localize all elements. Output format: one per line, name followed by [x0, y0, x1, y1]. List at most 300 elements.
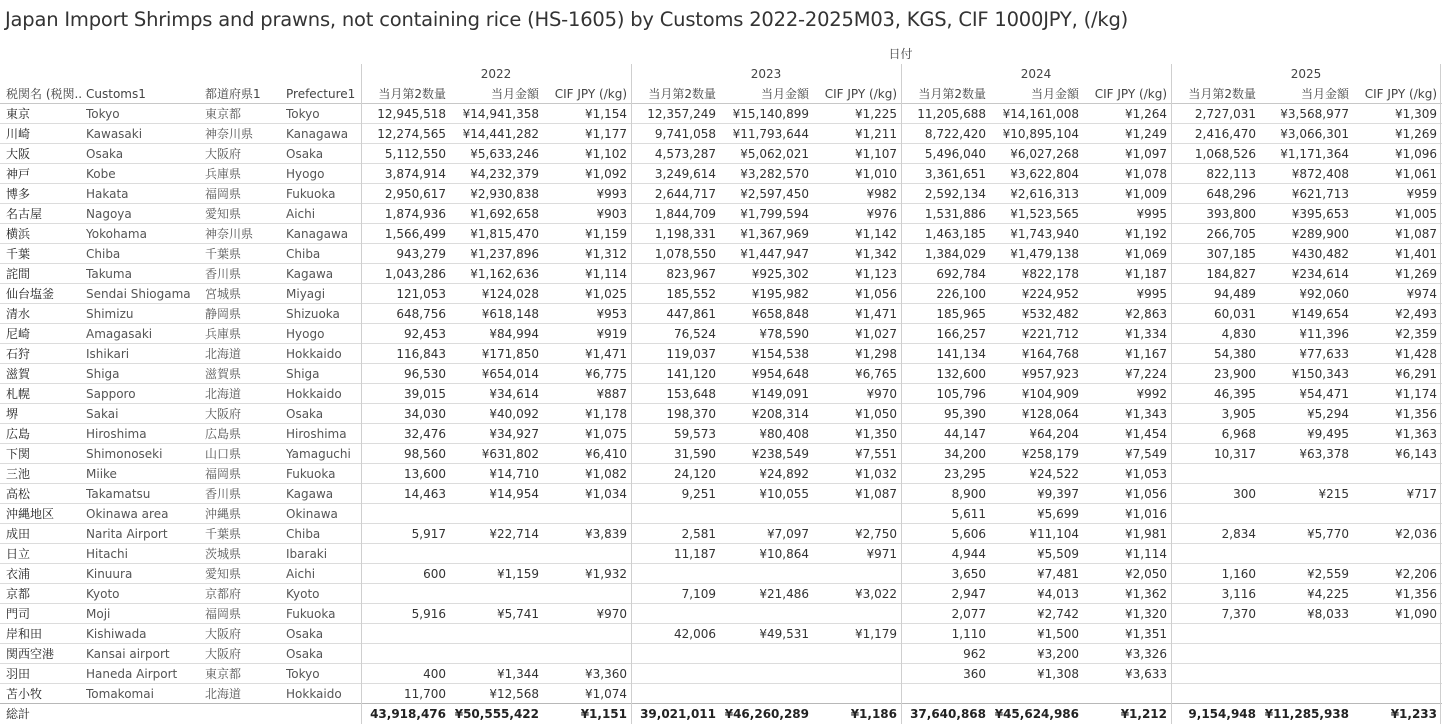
row-label: 福岡県 — [205, 187, 242, 201]
table-cell — [1168, 664, 1256, 684]
table-cell: 12,357,249 — [647, 107, 716, 121]
year-header: 2025 — [1290, 67, 1322, 81]
year-header: 2022 — [480, 67, 512, 81]
table-cell: ¥1,074 — [585, 687, 627, 701]
table-cell: ¥6,291 — [1395, 367, 1437, 381]
table-cell: ¥1,211 — [855, 127, 897, 141]
table-cell: 7,109 — [681, 587, 716, 601]
table-cell: ¥1,179 — [855, 627, 897, 641]
table-cell: ¥92,060 — [1299, 287, 1349, 301]
table-cell: ¥1,025 — [585, 287, 627, 301]
row-label: Osaka — [286, 147, 324, 161]
table-cell — [717, 504, 809, 524]
row-label: Kagawa — [286, 267, 334, 281]
table-cell: ¥11,793,644 — [732, 127, 809, 141]
table-cell: 3,116 — [1221, 587, 1256, 601]
table-cell — [811, 604, 897, 624]
table-cell: 39,015 — [404, 387, 446, 401]
row-label: 大阪府 — [205, 147, 242, 161]
row-label: Okinawa area — [86, 507, 169, 521]
table-cell: 32,476 — [404, 427, 446, 441]
row-label: 沖縄地区 — [6, 507, 55, 521]
table-cell: ¥1,050 — [855, 407, 897, 421]
table-cell: 96,530 — [404, 367, 446, 381]
row-label: Tomakomai — [86, 687, 154, 701]
table-cell: ¥1,692,658 — [470, 207, 539, 221]
table-cell: ¥208,314 — [751, 407, 809, 421]
row-label: 高松 — [6, 487, 31, 501]
table-cell: ¥1,016 — [1125, 507, 1167, 521]
row-label: 千葉県 — [205, 527, 242, 541]
row-label: Narita Airport — [86, 527, 168, 541]
table-cell: ¥6,765 — [855, 367, 897, 381]
table-cell: ¥3,022 — [855, 587, 897, 601]
table-cell: ¥658,848 — [751, 307, 809, 321]
table-cell: ¥15,140,899 — [732, 107, 809, 121]
table-cell: ¥1,249 — [1125, 127, 1167, 141]
row-label: 東京 — [6, 107, 31, 121]
table-cell: ¥10,055 — [759, 487, 809, 501]
table-cell: ¥14,161,008 — [1002, 107, 1079, 121]
table-cell: ¥1,799,594 — [740, 207, 809, 221]
table-cell: ¥149,654 — [1291, 307, 1349, 321]
table-cell: 31,590 — [674, 447, 716, 461]
table-cell: ¥1,356 — [1395, 587, 1437, 601]
table-cell — [1257, 624, 1349, 644]
table-cell: ¥2,206 — [1395, 567, 1437, 581]
table-cell: 54,380 — [1214, 347, 1256, 361]
row-label: 京都 — [6, 587, 31, 601]
table-cell — [1351, 624, 1437, 644]
measure-header: 当月第2数量 — [1188, 87, 1256, 101]
table-cell: ¥1,298 — [855, 347, 897, 361]
table-cell: ¥621,713 — [1291, 187, 1349, 201]
row-label: 東京都 — [205, 107, 242, 121]
table-cell: ¥289,900 — [1291, 227, 1349, 241]
table-cell: 24,120 — [674, 467, 716, 481]
row-label: Osaka — [286, 647, 324, 661]
row-label: 神戸 — [6, 167, 31, 181]
table-cell: ¥5,741 — [497, 607, 539, 621]
table-cell: 4,830 — [1221, 327, 1256, 341]
table-cell: ¥822,178 — [1021, 267, 1079, 281]
row-label: Kansai airport — [86, 647, 170, 661]
row-label: 関西空港 — [6, 647, 55, 661]
table-cell: ¥3,282,570 — [740, 167, 809, 181]
table-cell: ¥34,927 — [489, 427, 539, 441]
table-cell: 822,113 — [1206, 167, 1256, 181]
table-cell: ¥150,343 — [1291, 367, 1349, 381]
row-label: 兵庫県 — [205, 167, 242, 181]
table-cell: 184,827 — [1206, 267, 1256, 281]
row-label: 東京都 — [205, 667, 242, 681]
table-cell: ¥54,471 — [1299, 387, 1349, 401]
table-cell: ¥24,522 — [1029, 467, 1079, 481]
row-label: Ibaraki — [286, 547, 328, 561]
row-label: 日立 — [6, 547, 31, 561]
table-cell — [541, 644, 627, 664]
row-label: Shizuoka — [286, 307, 340, 321]
row-label: Hyogo — [286, 327, 325, 341]
table-cell — [717, 664, 809, 684]
table-cell: ¥3,360 — [585, 667, 627, 681]
table-cell: 9,741,058 — [654, 127, 716, 141]
table-cell: ¥1,334 — [1125, 327, 1167, 341]
row-label: Kanagawa — [286, 127, 349, 141]
year-header: 2024 — [1020, 67, 1052, 81]
table-cell: ¥953 — [596, 307, 627, 321]
row-label: 香川県 — [205, 487, 242, 501]
row-label: Fukuoka — [286, 607, 336, 621]
table-cell — [811, 504, 897, 524]
row-label: 大阪府 — [205, 627, 242, 641]
row-label: Miyagi — [286, 287, 326, 301]
table-cell: ¥1,142 — [855, 227, 897, 241]
table-cell: 105,796 — [936, 387, 986, 401]
table-cell: ¥903 — [596, 207, 627, 221]
table-cell: ¥2,036 — [1395, 527, 1437, 541]
table-cell: 14,463 — [404, 487, 446, 501]
table-cell: ¥1,192 — [1125, 227, 1167, 241]
table-cell: 3,874,914 — [384, 167, 446, 181]
total-cell: ¥1,186 — [850, 707, 897, 721]
table-cell: ¥1,154 — [585, 107, 627, 121]
table-cell: 393,800 — [1206, 207, 1256, 221]
table-cell: 42,006 — [674, 627, 716, 641]
table-cell: ¥1,932 — [585, 567, 627, 581]
table-cell — [1257, 684, 1349, 704]
table-cell: ¥1,343 — [1125, 407, 1167, 421]
table-cell: ¥1,114 — [1125, 547, 1167, 561]
row-label: 博多 — [6, 187, 31, 201]
table-cell: ¥10,895,104 — [1002, 127, 1079, 141]
table-cell — [628, 644, 716, 664]
table-cell: ¥1,269 — [1395, 267, 1437, 281]
table-cell: ¥971 — [866, 547, 897, 561]
table-cell: ¥1,167 — [1125, 347, 1167, 361]
table-cell — [447, 584, 539, 604]
table-cell — [1168, 504, 1256, 524]
row-label: 京都府 — [205, 587, 242, 601]
row-label: Kinuura — [86, 567, 133, 581]
table-cell: 185,965 — [936, 307, 986, 321]
table-cell: ¥1,178 — [585, 407, 627, 421]
table-cell: 132,600 — [936, 367, 986, 381]
measure-header: CIF JPY (/kg) — [554, 87, 627, 101]
table-cell: 1,068,526 — [1194, 147, 1256, 161]
row-label: 滋賀 — [6, 367, 31, 381]
table-cell: 34,200 — [944, 447, 986, 461]
row-label: 苫小牧 — [6, 687, 43, 701]
table-cell: 6,968 — [1221, 427, 1256, 441]
table-cell: 648,296 — [1206, 187, 1256, 201]
row-label: 宮城県 — [205, 287, 242, 301]
table-cell: 9,251 — [681, 487, 716, 501]
table-cell — [987, 684, 1079, 704]
table-cell: 166,257 — [936, 327, 986, 341]
table-cell: 95,390 — [944, 407, 986, 421]
measure-header: 当月金額 — [1030, 87, 1079, 101]
row-label: Osaka — [86, 147, 124, 161]
table-cell — [1257, 644, 1349, 664]
row-label: Tokyo — [286, 667, 320, 681]
table-cell: ¥215 — [1318, 487, 1349, 501]
row-label: Sakai — [86, 407, 119, 421]
column-group-header: 日付 — [888, 47, 913, 61]
table-cell: ¥995 — [1136, 287, 1167, 301]
table-cell: ¥1,034 — [585, 487, 627, 501]
row-label: 大阪府 — [205, 407, 242, 421]
table-cell: 5,916 — [411, 607, 446, 621]
table-cell: ¥21,486 — [759, 587, 809, 601]
table-cell: 2,592,134 — [924, 187, 986, 201]
table-cell: 5,112,550 — [384, 147, 446, 161]
table-cell: ¥128,064 — [1021, 407, 1079, 421]
table-cell: ¥1,114 — [585, 267, 627, 281]
table-cell — [1351, 664, 1437, 684]
table-cell: ¥3,839 — [585, 527, 627, 541]
table-cell: ¥1,056 — [1125, 487, 1167, 501]
table-cell — [1081, 684, 1167, 704]
table-cell — [541, 624, 627, 644]
row-label: 大阪府 — [205, 647, 242, 661]
table-cell: 121,053 — [396, 287, 446, 301]
row-label: Kagawa — [286, 487, 334, 501]
table-cell: ¥887 — [596, 387, 627, 401]
table-cell: ¥954,648 — [751, 367, 809, 381]
table-cell: 1,844,709 — [654, 207, 716, 221]
table-cell: 1,043,286 — [384, 267, 446, 281]
table-cell — [717, 684, 809, 704]
row-label: 滋賀県 — [205, 367, 242, 381]
row-label: 香川県 — [205, 267, 242, 281]
row-label: 山口県 — [205, 447, 242, 461]
table-cell: ¥1,123 — [855, 267, 897, 281]
table-cell: ¥1,090 — [1395, 607, 1437, 621]
table-cell: ¥957,923 — [1021, 367, 1079, 381]
table-cell: 119,037 — [666, 347, 716, 361]
table-cell: ¥1,367,969 — [740, 227, 809, 241]
row-header: 税関名 (税関.. — [6, 87, 82, 101]
table-cell: ¥1,082 — [585, 467, 627, 481]
table-cell: 60,031 — [1214, 307, 1256, 321]
table-cell: 198,370 — [666, 407, 716, 421]
table-cell: ¥234,614 — [1291, 267, 1349, 281]
table-cell: 692,784 — [936, 267, 986, 281]
table-cell: ¥7,549 — [1125, 447, 1167, 461]
table-cell: 648,756 — [396, 307, 446, 321]
table-cell: ¥171,850 — [481, 347, 539, 361]
table-cell: ¥430,482 — [1291, 247, 1349, 261]
table-cell: ¥104,909 — [1021, 387, 1079, 401]
row-label: Sendai Shiogama — [86, 287, 191, 301]
table-cell: ¥3,622,804 — [1010, 167, 1079, 181]
table-cell: 98,560 — [404, 447, 446, 461]
table-cell: ¥1,225 — [855, 107, 897, 121]
table-cell: ¥919 — [596, 327, 627, 341]
table-cell: 2,077 — [951, 607, 986, 621]
row-label: 福岡県 — [205, 607, 242, 621]
row-label: Osaka — [286, 407, 324, 421]
table-cell: 94,489 — [1214, 287, 1256, 301]
table-cell: ¥1,500 — [1037, 627, 1079, 641]
table-cell: 44,147 — [944, 427, 986, 441]
table-cell: ¥993 — [596, 187, 627, 201]
row-label: 神奈川県 — [205, 227, 254, 241]
table-cell — [1168, 684, 1256, 704]
table-cell: ¥1,312 — [585, 247, 627, 261]
table-cell — [628, 504, 716, 524]
table-cell: ¥1,078 — [1125, 167, 1167, 181]
total-cell: 9,154,948 — [1188, 707, 1256, 721]
table-cell: ¥1,401 — [1395, 247, 1437, 261]
table-cell: ¥14,954 — [489, 487, 539, 501]
table-cell: 1,160 — [1221, 567, 1256, 581]
table-cell: 10,317 — [1214, 447, 1256, 461]
table-cell: ¥5,699 — [1037, 507, 1079, 521]
row-label: 北海道 — [205, 347, 242, 361]
table-cell: ¥1,162,636 — [470, 267, 539, 281]
table-cell: 1,531,886 — [924, 207, 986, 221]
table-cell — [628, 684, 716, 704]
table-cell: 141,120 — [666, 367, 716, 381]
table-cell: ¥1,471 — [855, 307, 897, 321]
table-cell: ¥4,232,379 — [470, 167, 539, 181]
table-cell: ¥2,863 — [1125, 307, 1167, 321]
table-cell: ¥1,454 — [1125, 427, 1167, 441]
table-cell: ¥14,941,358 — [462, 107, 539, 121]
table-cell — [628, 664, 716, 684]
row-label: Haneda Airport — [86, 667, 178, 681]
table-cell: ¥1,061 — [1395, 167, 1437, 181]
measure-header: 当月金額 — [760, 87, 809, 101]
table-cell: ¥1,479,138 — [1010, 247, 1079, 261]
table-cell: ¥6,775 — [585, 367, 627, 381]
row-label: Okinawa — [286, 507, 338, 521]
row-label: 堺 — [6, 407, 19, 421]
row-label: 北海道 — [205, 687, 242, 701]
row-label: Aichi — [286, 567, 316, 581]
table-cell: ¥24,892 — [759, 467, 809, 481]
measure-header: 当月第2数量 — [378, 87, 446, 101]
table-cell: ¥1,471 — [585, 347, 627, 361]
table-cell — [447, 624, 539, 644]
table-cell: 1,463,185 — [924, 227, 986, 241]
chart-title: Japan Import Shrimps and prawns, not containing rice (HS-1605) by Customs 2022-2025M03, KGS, CIF 1000JPY, (/kg) — [5, 8, 1129, 31]
table-cell — [811, 684, 897, 704]
table-cell: 3,905 — [1221, 407, 1256, 421]
row-label: Ishikari — [86, 347, 130, 361]
table-cell: 5,606 — [951, 527, 986, 541]
table-cell: ¥3,200 — [1037, 647, 1079, 661]
table-cell: ¥1,320 — [1125, 607, 1167, 621]
row-label: Fukuoka — [286, 467, 336, 481]
table-cell: ¥1,159 — [497, 567, 539, 581]
table-cell — [1257, 464, 1349, 484]
row-label: Kishiwada — [86, 627, 147, 641]
table-cell — [1257, 664, 1349, 684]
table-cell: ¥970 — [596, 607, 627, 621]
row-label: Kawasaki — [86, 127, 143, 141]
table-cell: ¥34,614 — [489, 387, 539, 401]
table-cell — [1351, 684, 1437, 704]
table-cell: ¥976 — [866, 207, 897, 221]
table-cell: 2,644,717 — [654, 187, 716, 201]
table-cell: 2,950,617 — [384, 187, 446, 201]
table-cell: ¥77,633 — [1299, 347, 1349, 361]
row-label: Yokohama — [86, 227, 147, 241]
row-label: Yamaguchi — [286, 447, 351, 461]
table-cell: 76,524 — [674, 327, 716, 341]
table-cell: ¥6,027,268 — [1010, 147, 1079, 161]
table-cell — [1257, 544, 1349, 564]
table-cell: ¥7,481 — [1037, 567, 1079, 581]
table-cell: ¥6,143 — [1395, 447, 1437, 461]
table-cell: 13,600 — [404, 467, 446, 481]
row-label: 名古屋 — [6, 207, 43, 221]
table-cell: ¥224,952 — [1021, 287, 1079, 301]
table-cell: ¥11,104 — [1029, 527, 1079, 541]
table-cell: 943,279 — [396, 247, 446, 261]
row-label: 千葉 — [6, 247, 31, 261]
table-cell: ¥7,097 — [767, 527, 809, 541]
table-cell — [1351, 504, 1437, 524]
table-cell: ¥6,410 — [585, 447, 627, 461]
row-label: Hiroshima — [86, 427, 147, 441]
total-cell: ¥45,624,986 — [994, 707, 1079, 721]
table-cell — [1351, 644, 1437, 664]
table-cell — [1351, 464, 1437, 484]
table-cell — [717, 564, 809, 584]
table-cell: 116,843 — [396, 347, 446, 361]
row-label: 岸和田 — [6, 627, 43, 641]
table-cell: 4,944 — [951, 547, 986, 561]
table-cell: ¥959 — [1406, 187, 1437, 201]
row-label: Tokyo — [286, 107, 320, 121]
table-cell: ¥1,174 — [1395, 387, 1437, 401]
row-label: Takamatsu — [86, 487, 151, 501]
table-cell: ¥1,087 — [1395, 227, 1437, 241]
total-cell: 37,640,868 — [910, 707, 986, 721]
table-cell: ¥1,159 — [585, 227, 627, 241]
table-cell: ¥3,326 — [1125, 647, 1167, 661]
table-cell: 1,384,029 — [924, 247, 986, 261]
table-cell: ¥64,204 — [1029, 427, 1079, 441]
row-label: Shimonoseki — [86, 447, 163, 461]
row-label: 広島 — [6, 427, 31, 441]
row-label: Osaka — [286, 627, 324, 641]
total-cell: 43,918,476 — [370, 707, 446, 721]
table-cell: ¥1,264 — [1125, 107, 1167, 121]
row-label: Moji — [86, 607, 111, 621]
table-cell: 11,187 — [674, 547, 716, 561]
table-cell: ¥1,087 — [855, 487, 897, 501]
row-label: Hakata — [86, 187, 129, 201]
table-cell: 1,110 — [951, 627, 986, 641]
table-cell: 141,134 — [936, 347, 986, 361]
table-cell: ¥1,363 — [1395, 427, 1437, 441]
table-cell: ¥14,710 — [489, 467, 539, 481]
table-cell: 360 — [963, 667, 986, 681]
row-header: 都道府県1 — [205, 87, 261, 101]
table-cell — [358, 544, 446, 564]
row-label: Kanagawa — [286, 227, 349, 241]
row-label: Chiba — [286, 247, 321, 261]
table-cell: ¥4,013 — [1037, 587, 1079, 601]
table-cell: ¥618,148 — [481, 307, 539, 321]
table-cell — [358, 644, 446, 664]
table-cell: ¥238,549 — [751, 447, 809, 461]
